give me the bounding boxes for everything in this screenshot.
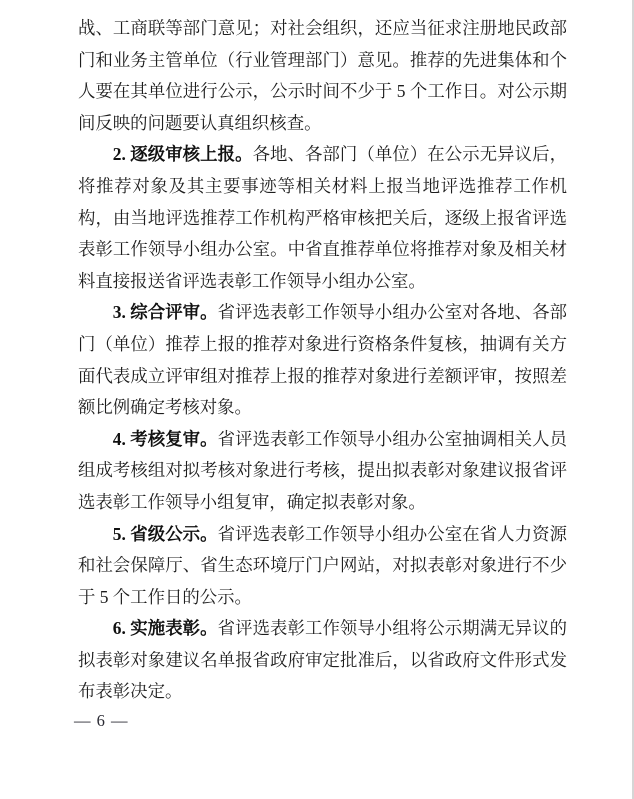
- paragraph-text: 省评选表彰工作领导小组办公室在省人力资源和社会保障厅、省生态环境厅门户网站，对拟表彰对象进行不少于 5 个工作日的公示。: [78, 523, 567, 607]
- paragraph-heading: 2. 逐级审核上报。: [112, 144, 253, 165]
- paragraph-text: 省评选表彰工作领导小组办公室对各地、各部门（单位）推荐上报的推荐对象进行资格条件复核，抽调有关方面代表成立评审组对推荐上报的推荐对象进行差额评审，按照差额比例确定考核对象。: [78, 302, 567, 418]
- paragraph-heading: 3. 综合评审。: [112, 302, 218, 323]
- paragraph-continuation: [78, 13, 567, 139]
- paragraph-heading: 4. 考核复审。: [112, 428, 218, 449]
- page-number: — 6 —: [74, 711, 129, 730]
- paragraph-text: 省评选表彰工作领导小组办公室抽调相关人员组成考核组对拟考核对象进行考核，提出拟表彰对象建议报省评选表彰工作领导小组复审，确定拟表彰对象。: [78, 428, 567, 512]
- paragraph-step-2: [78, 139, 567, 297]
- paragraph-heading: 5. 省级公示。: [112, 523, 218, 544]
- paragraph-text: 战、工商联等部门意见；对社会组织，还应当征求注册地民政部门和业务主管单位（行业管理部门）意见。推荐的先进集体和个人要在其单位进行公示，公示时间不少于 5 个工作日。对公示期间反映的问题要认真组织核查。: [78, 18, 567, 133]
- paragraph-step-4: [78, 424, 567, 519]
- paragraph-text: 省评选表彰工作领导小组将公示期满无异议的拟表彰对象建议名单报省政府审定批准后，以省政府文件形式发布表彰决定。: [78, 618, 567, 702]
- paragraph-step-6: [78, 613, 567, 708]
- paragraph-step-5: [78, 519, 567, 614]
- document-body: [78, 13, 567, 708]
- paragraph-step-3: [78, 297, 567, 423]
- paragraph-heading: 6. 实施表彰。: [112, 618, 218, 639]
- paragraph-text: 各地、各部门（单位）在公示无异议后，将推荐对象及其主要事迹等相关材料上报当地评选推荐工作机构，由当地评选推荐工作机构严格审核把关后，逐级上报省评选表彰工作领导小组办公室。中省直推荐单位将推荐对象及相关材料直接报送省评选表彰工作领导小组办公室。: [78, 144, 567, 291]
